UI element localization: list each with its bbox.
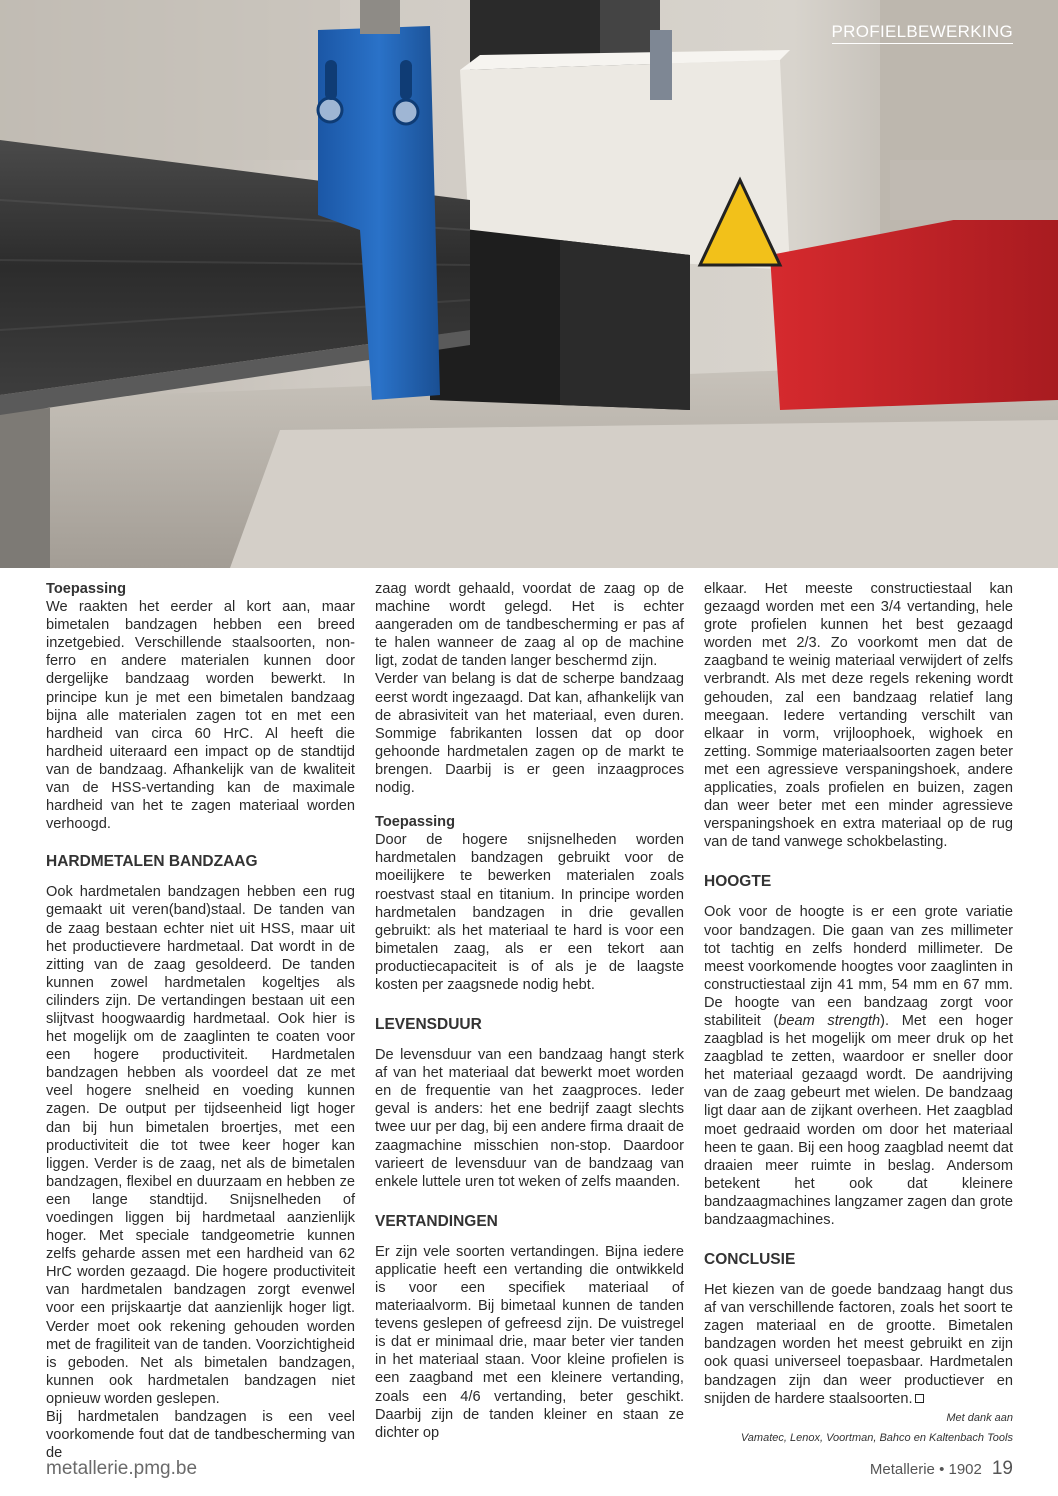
section-tag: PROFIELBEWERKING	[832, 22, 1013, 44]
credit-names: Vamatec, Lenox, Voortman, Bahco en Kaltenbach Tools	[740, 1431, 1013, 1444]
paragraph: Door de hogere snijsnelheden worden hardmetalen bandzagen gebruikt voor de moeilijkere te bewerken materialen zoals roestvast staal en titanium. In principe worden hardmetalen bandzagen in drie gevallen gebruikt: als het materiaal te hard is voor een bimetalen zaag, als er een tekort aan productiecapaciteit is of als je de laagste kosten per zaagsnede nodig hebt.	[375, 832, 684, 993]
paragraph: De levensduur van een bandzaag hangt sterk af van het materiaal dat bewerkt moet worden en de frequentie van het zaagproces. Ieder geval is anders: het ene bedrijf zaagt slechts twee uur per dag, bij een andere firma draait de zaagmachine misschien non-stop. Daardoor varieert de levensduur van de bandzaag van enkele luttele uren tot weken of zelfs maanden.	[375, 1047, 684, 1190]
text-column-3	[704, 580, 1013, 1448]
end-mark-icon	[915, 1394, 924, 1403]
paragraph: Bij hardmetalen bandzagen is een veel voorkomende fout dat de tandbescherming van de	[46, 1409, 355, 1462]
page-number: 19	[991, 1458, 1013, 1479]
heading-levensduur: LEVENSDUUR	[375, 1016, 482, 1034]
paragraph	[704, 1281, 1013, 1408]
paragraph: zaag wordt gehaald, voordat de zaag op de machine wordt gelegd. Het is echter aangeraden om de tandbescherming er pas af te halen wanneer de zaag al op de machine ligt, zodat de tanden langer beschermd zijn.	[375, 581, 684, 670]
header-photo	[0, 0, 1058, 568]
magazine-issue: Metallerie • 1902	[869, 1461, 982, 1478]
paragraph: We raakten het eerder al kort aan, maar bimetalen bandzagen hebben een breed inzetgebied. Verschillende staalsoorten, nonferro en andere materialen kunnen door dergelijke bandzaag worden bewerkt. In principe kun je met een bimetalen bandzaag bijna alle materialen zagen tot en met een hardheid van circa 60 HrC. Al heeft die hardheid uiteraard een impact op de standtijd van de bandzaag. Afhankelijk van de kwaliteit van de HSS-vertanding kan de maximale hardheid van het te zagen materiaal worden verhoogd.	[46, 599, 355, 833]
credit-line: Met dank aan	[946, 1411, 1013, 1424]
text-column-2	[375, 580, 684, 1442]
heading-hoogte: HOOGTE	[704, 873, 772, 891]
paragraph	[704, 903, 1013, 1229]
paragraph-text: Ook voor de hoogte is er een grote variatie voor bandzagen. Die gaan van zes millimeter tot tachtig en zelfs honderd millimeter. De meest voorkomende hoogtes voor zaaglinten in constructiestaal zijn 41 mm, 54 mm en 67 mm. De hoogte van een bandzaag zorgt voor stabiliteit (	[704, 904, 1013, 1029]
heading-conclusie: CONCLUSIE	[704, 1251, 796, 1269]
footer-website-link[interactable]: metallerie.pmg.be	[46, 1458, 198, 1479]
text-column-1	[46, 580, 355, 1462]
subheading-toepassing: Toepassing	[375, 814, 456, 831]
paragraph: Er zijn vele soorten vertandingen. Bijna iedere applicatie heeft een vertanding die ontwikkeld is voor een specifiek materiaal of materiaalvorm. Bij bimetaal kunnen de tanden tevens geslepen of gefreesd zijn. De vuistregel is dat er minimaal drie, maar beter vier tanden in het materiaal staan. Voor kleine profielen is een zaagband met een kleinere vertanding, zoals een 4/6 vertanding, beter geschikt. Daarbij zijn de tanden kleiner en staan ze dichter op	[375, 1243, 684, 1441]
footer-issue	[870, 1458, 1013, 1480]
heading-hardmetalen-bandzaag: HARDMETALEN BANDZAAG	[46, 853, 258, 871]
paragraph-text: Het kiezen van de goede bandzaag hangt dus af van verschillende factoren, zoals het soort te zagen materiaal en de grootte. Bimetalen bandzagen worden het meest gebruikt en zijn ook quasi universeel toepasbaar. Hardmetalen bandzagen zijn dan weer productiever en snijden de hardere staalsoorten.	[704, 1282, 1013, 1407]
paragraph: Verder van belang is dat de scherpe bandzaag eerst wordt ingezaagd. Dat kan, afhankelijk van de abrasiviteit van het materiaal, even duren. Sommige fabrikanten lossen dat op door gehoonde hardmetalen zagen op de markt te brengen. Daarbij is er geen inzaagproces nodig.	[375, 671, 684, 797]
heading-vertandingen: VERTANDINGEN	[375, 1212, 498, 1230]
bandsaw-machine-photo	[0, 0, 1058, 568]
paragraph-text: ). Met een hoger zaagblad is het mogelijk om meer druk op het zaagblad te zetten, waardoor er sneller door het materiaal gezaagd wordt. De aandrijving van de zaag gebeurt met wielen. De bandzaag ligt daar aan de zijkant overheen. Het zaagblad moet gedraaid worden om door het materiaal heen te gaan. Bij een hoog zaagblad neemt dat draaien meer ruimte in beslag. Andersom betekent het ook dat kleinere bandzaagmachines langzamer zagen dan grote bandzaagmachines.	[704, 1012, 1013, 1228]
paragraph: elkaar. Het meeste constructiestaal kan gezaagd worden met een 3/4 vertanding, hele grote profielen kunnen het best gezaagd worden met 2/3. Zo voorkomt men dat de zaagband te weinig materiaal verwijdert of zelfs verbrandt. Als met deze regels rekening wordt gehouden, zal een bandzaag relatief lang meegaan. Iedere vertanding verschilt van elkaar in vorm, vrijloophoek, wighoek en zetting. Sommige materiaalsoorten zagen beter met een agressieve verspaningshoek, andere applicaties, zoals profielen en buizen, zagen dan weer beter met een minder agressieve verspaningshoek en extra materiaal op de rug van de tand vanwege schokbelasting.	[704, 581, 1013, 851]
subheading-toepassing: Toepassing	[46, 581, 127, 597]
paragraph: Ook hardmetalen bandzagen hebben een rug gemaakt uit veren(band)staal. De tanden van de zaag bestaan echter niet uit HSS, maar uit het productievere hardmetaal. Dat wordt in de zitting van de zaag gesoldeerd. De tanden kunnen zowel hardmetalen kogeltjes als cilinders zijn. De vertandingen bestaan uit een slijtvast hoogwaardig hardmetaal. Ook hier is het mogelijk om de zaaglinten te coaten voor een hogere productiviteit. Hardmetalen bandzagen hebben als voordeel dat ze met veel hogere snelheid en voeding kunnen zagen. De output per tijdseenheid ligt hoger dan bij hun bimetalen broertjes, met een productiviteit die tot twee keer hoger kan liggen. Verder is de zaag, net als de bimetalen bandzagen, flexibel en duurzaam en hebben ze een lange standtijd. Snijsnelheden of voedingen liggen bij hardmetaal aanzienlijk hoger. Met speciale tandgeometrie kunnen zelfs geharde assen met een hardheid van 62 HrC worden gezaagd. Die hogere productiviteit van hardmetalen bandzagen zorgt evenwel voor een prijskaartje dat aanzienlijk hoger ligt. Verder moet ook rekening gehouden worden met de fragiliteit van de tanden. Voorzichtigheid is geboden. Net als bimetalen bandzagen, kunnen ook hardmetalen bandzagen niet opnieuw worden geslepen.	[46, 884, 355, 1407]
emphasis-text: beam strength	[778, 1012, 881, 1029]
